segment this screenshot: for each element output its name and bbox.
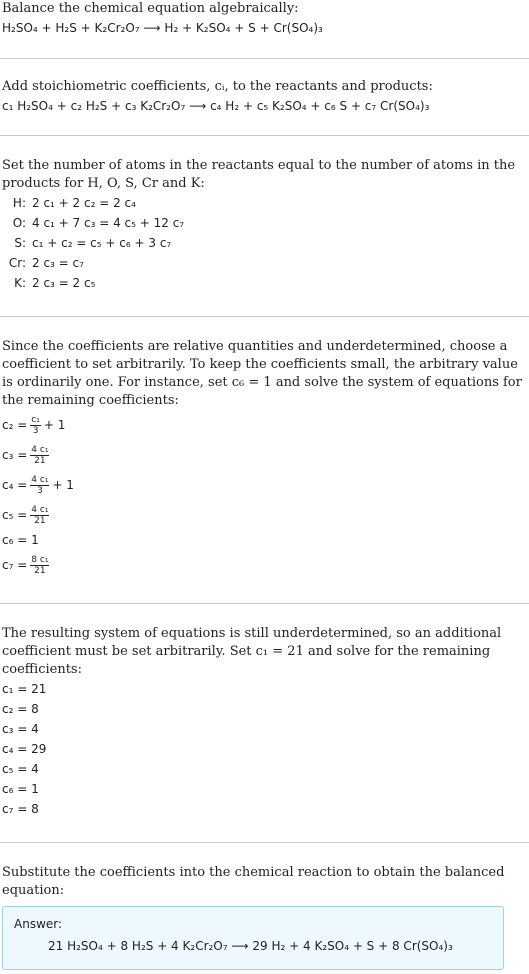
equation-lhs: c₂ =	[2, 418, 28, 432]
fraction-numerator: 4 c₁	[31, 504, 49, 515]
atom-equation-row	[2, 213, 526, 233]
section-set-c1	[2, 625, 526, 819]
section-substitute	[2, 864, 526, 900]
fraction	[30, 555, 49, 576]
atom-equation-row	[2, 253, 526, 273]
section-atom-balance	[2, 157, 526, 293]
fraction-denominator: 21	[34, 565, 46, 576]
solve-text: Since the coefficients are relative quantities and underdetermined, choose a coefficient to set arbitrarily. To keep the coefficients small, the arbitrary value is ordinarily one. For instance, set c₆ = 1 and solve the system of equations for the remaining coefficients:	[2, 339, 522, 408]
solved-equations	[2, 410, 526, 580]
fraction-denominator: 3	[32, 425, 39, 436]
fraction-numerator: c₁	[31, 414, 40, 425]
coefficients-text: Add stoichiometric coefficients, cᵢ, to the reactants and products:	[2, 79, 433, 94]
final-coefficients	[2, 679, 526, 819]
equation-tail: + 1	[43, 418, 66, 432]
equation-lhs: c₅ =	[2, 508, 28, 522]
element-label: O:	[12, 216, 26, 230]
coefficient-value: c₃ = 4	[2, 722, 39, 736]
solved-equation-row	[2, 440, 526, 470]
element-label: Cr:	[8, 256, 26, 270]
fraction	[30, 445, 49, 466]
section-coefficients	[2, 78, 526, 116]
fraction	[30, 475, 49, 496]
unbalanced-reaction: H₂SO₄ + H₂S + K₂Cr₂O₇ ⟶ H₂ + K₂SO₄ + S + Cr(SO₄)₃	[2, 21, 323, 35]
fraction-denominator: 21	[34, 515, 46, 526]
balanced-reaction: 21 H₂SO₄ + 8 H₂S + 4 K₂Cr₂O₇ ⟶ 29 H₂ + 4 K₂SO₄ + S + 8 Cr(SO₄)₃	[48, 939, 453, 953]
fraction-denominator: 3	[36, 485, 43, 496]
coefficient-value: c₁ = 21	[2, 682, 47, 696]
atom-equation: 2 c₃ = c₇	[32, 256, 84, 270]
divider	[0, 58, 529, 59]
intro-text: Balance the chemical equation algebraically:	[2, 1, 299, 16]
element-label: S:	[14, 236, 26, 250]
atom-equation: c₁ + c₂ = c₅ + c₆ + 3 c₇	[32, 236, 172, 250]
answer-label: Answer:	[14, 917, 63, 931]
equation-lhs: c₄ =	[2, 478, 28, 492]
section-solve	[2, 338, 526, 580]
atom-equation-row	[2, 233, 526, 253]
atom-equation: 4 c₁ + 7 c₃ = 4 c₅ + 12 c₇	[32, 216, 185, 230]
section-balance	[2, 0, 526, 38]
equation-lhs: c₃ =	[2, 448, 28, 462]
coefficient-value: c₇ = 8	[2, 802, 39, 816]
element-label: H:	[12, 196, 26, 210]
solved-equation-row	[2, 530, 526, 550]
atom-balance-text: Set the number of atoms in the reactants equal to the number of atoms in the products for H, O, S, Cr and K:	[2, 158, 516, 191]
fraction-numerator: 4 c₁	[31, 444, 49, 455]
fraction-denominator: 21	[34, 455, 46, 466]
substitute-text: Substitute the coefficients into the chemical reaction to obtain the balanced equation:	[2, 865, 505, 898]
solved-equation-row	[2, 470, 526, 500]
element-label: K:	[14, 276, 26, 290]
fraction-numerator: 4 c₁	[31, 474, 49, 485]
answer-box	[2, 906, 504, 970]
divider	[0, 316, 529, 317]
fraction	[30, 505, 49, 526]
solved-equation-row	[2, 500, 526, 530]
set-c1-text: The resulting system of equations is still underdetermined, so an additional coefficient must be set arbitrarily. Set c₁ = 21 and solve for the remaining coefficients:	[2, 626, 502, 677]
coefficient-value: c₄ = 29	[2, 742, 47, 756]
divider	[0, 842, 529, 843]
fraction-numerator: 8 c₁	[31, 554, 49, 565]
equation-tail: + 1	[52, 478, 74, 492]
divider	[0, 603, 529, 604]
coefficient-value: c₆ = 1	[2, 782, 39, 796]
equation-lhs: c₆ = 1	[2, 533, 39, 547]
solved-equation-row	[2, 410, 526, 440]
coefficient-reaction: c₁ H₂SO₄ + c₂ H₂S + c₃ K₂Cr₂O₇ ⟶ c₄ H₂ + c₅ K₂SO₄ + c₆ S + c₇ Cr(SO₄)₃	[2, 99, 430, 113]
atom-equation-row	[2, 273, 526, 293]
atom-equations	[2, 193, 526, 293]
atom-equation: 2 c₁ + 2 c₂ = 2 c₄	[32, 196, 136, 210]
coefficient-value: c₅ = 4	[2, 762, 39, 776]
fraction	[30, 415, 41, 436]
solved-equation-row	[2, 550, 526, 580]
coefficient-value: c₂ = 8	[2, 702, 39, 716]
atom-equation-row	[2, 193, 526, 213]
divider	[0, 135, 529, 136]
equation-lhs: c₇ =	[2, 558, 28, 572]
atom-equation: 2 c₃ = 2 c₅	[32, 276, 96, 290]
